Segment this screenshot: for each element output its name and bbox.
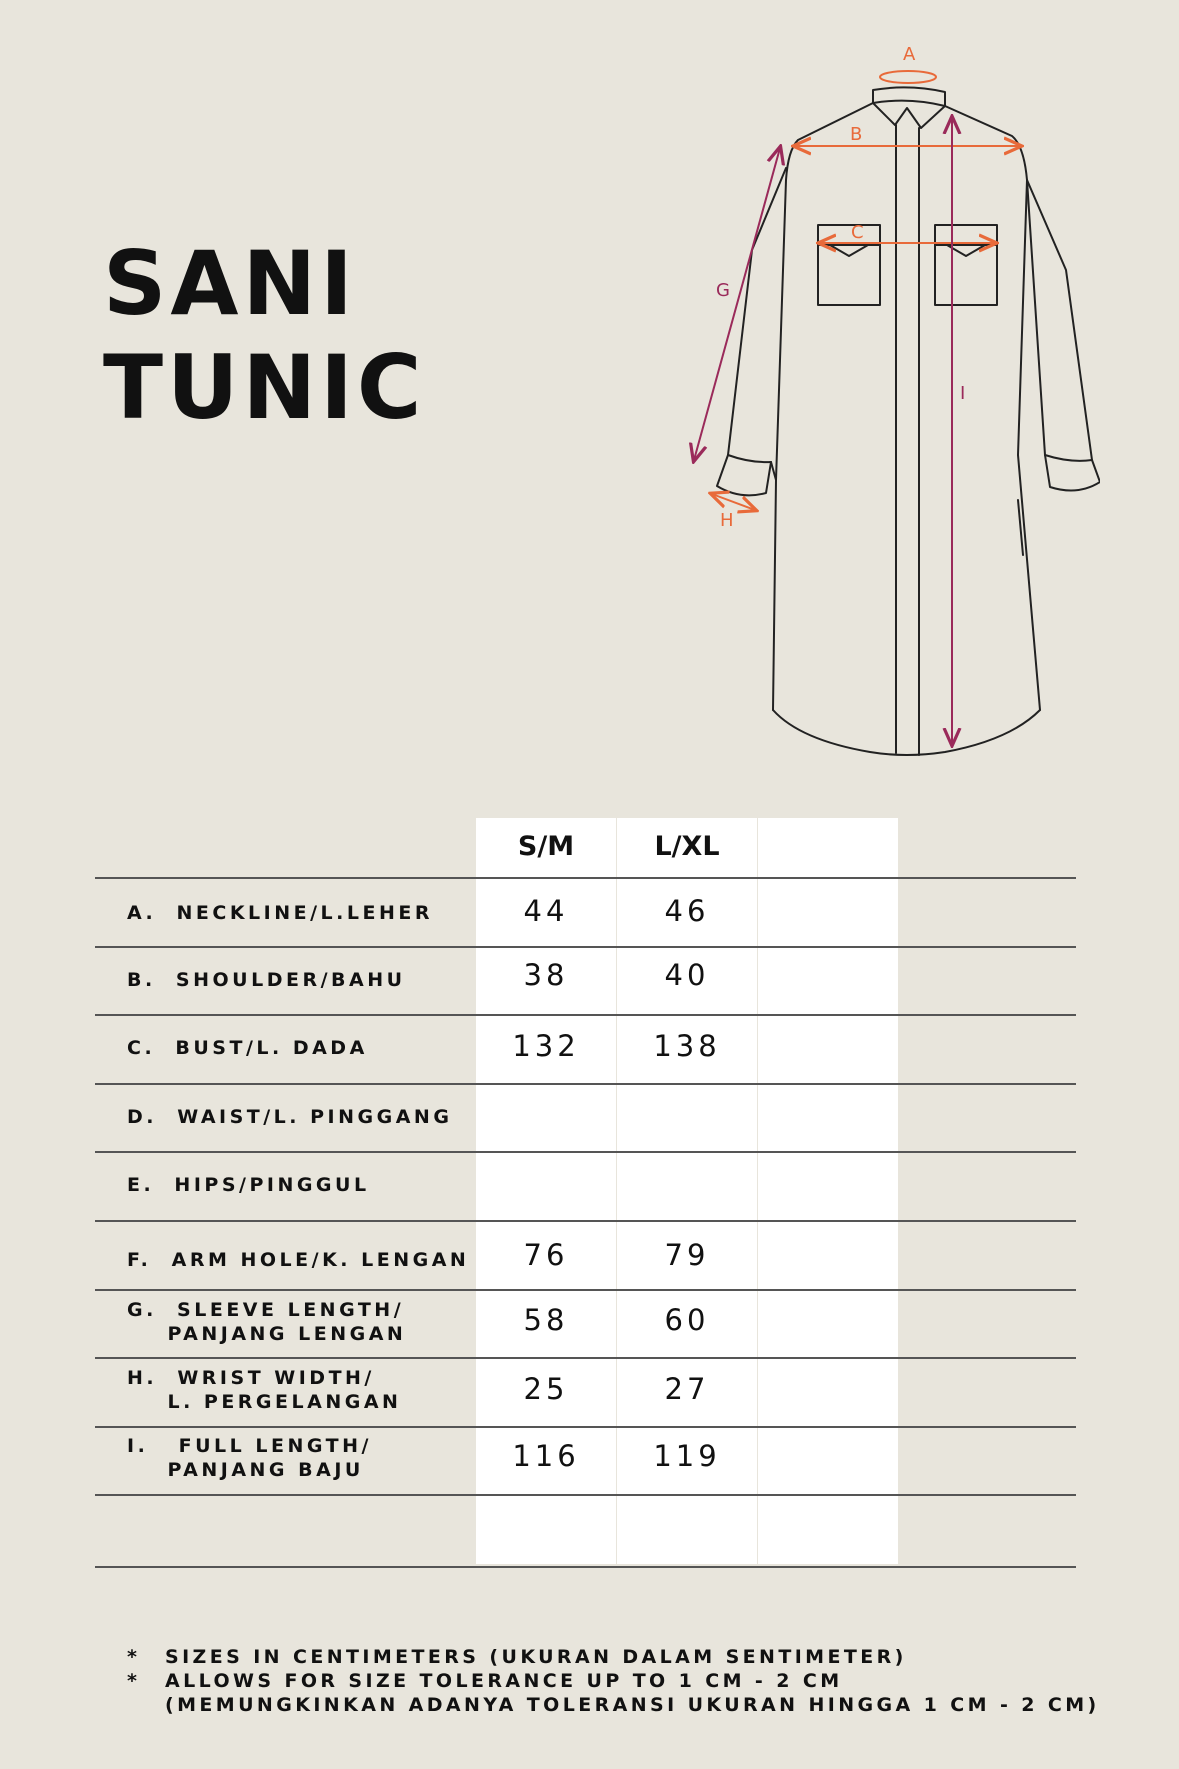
tunic-outline xyxy=(717,87,1100,755)
label-c: C xyxy=(851,222,864,243)
table-rule xyxy=(95,1014,1076,1016)
table-row-label: H. WRIST WIDTH/ L. PERGELANGAN xyxy=(127,1367,402,1413)
page-title xyxy=(103,232,425,440)
label-b: B xyxy=(850,124,863,145)
table-cell-sm: 58 xyxy=(523,1303,569,1337)
table-cell-sm: 25 xyxy=(523,1372,569,1406)
table-rule xyxy=(95,1357,1076,1359)
note-line xyxy=(127,1669,1100,1693)
table-cell-lxl: 138 xyxy=(653,1029,721,1063)
table-row-label: C. BUST/L. DADA xyxy=(127,1037,368,1059)
title-line-1: SANI xyxy=(103,232,357,335)
note-line xyxy=(127,1645,1100,1669)
size-notes xyxy=(127,1645,1100,1717)
table-row-label: D. WAIST/L. PINGGANG xyxy=(127,1106,453,1128)
column-bg-empty xyxy=(758,818,898,1564)
table-rule xyxy=(95,1426,1076,1428)
tunic-measurement-diagram xyxy=(680,30,1100,770)
table-rule xyxy=(95,946,1076,948)
table-cell-lxl: 27 xyxy=(664,1372,710,1406)
table-rule xyxy=(95,1289,1076,1291)
table-cell-lxl: 79 xyxy=(664,1238,710,1272)
label-h: H xyxy=(720,510,734,531)
measurement-lines xyxy=(694,71,1020,744)
label-i: I xyxy=(960,383,966,404)
table-cell-lxl: 46 xyxy=(664,894,710,928)
table-rule xyxy=(95,1083,1076,1085)
table-row-label: B. SHOULDER/BAHU xyxy=(127,969,406,991)
table-cell-lxl: 60 xyxy=(664,1303,710,1337)
title-line-2: TUNIC xyxy=(103,336,426,439)
table-cell-sm: 116 xyxy=(512,1439,580,1473)
table-row-label: E. HIPS/PINGGUL xyxy=(127,1174,370,1196)
table-rule xyxy=(95,1566,1076,1568)
label-a: A xyxy=(903,44,916,65)
table-rule xyxy=(95,1151,1076,1153)
table-rule xyxy=(95,1220,1076,1222)
table-cell-lxl: 40 xyxy=(664,958,710,992)
table-row-label: I. FULL LENGTH/ PANJANG BAJU xyxy=(127,1435,372,1481)
table-row-label: A. NECKLINE/L.LEHER xyxy=(127,902,433,924)
note-text: ALLOWS FOR SIZE TOLERANCE UP TO 1 CM - 2 CM xyxy=(165,1670,843,1692)
table-cell-sm: 132 xyxy=(512,1029,580,1063)
label-g: G xyxy=(716,280,730,301)
table-cell-sm: 76 xyxy=(523,1238,569,1272)
table-cell-sm: 44 xyxy=(523,894,569,928)
note-text: (MEMUNGKINKAN ADANYA TOLERANSI UKURAN HINGGA 1 CM - 2 CM) xyxy=(165,1694,1100,1716)
note-asterisk: * xyxy=(127,1670,141,1692)
table-rule xyxy=(95,1494,1076,1496)
header-lxl: L/XL xyxy=(654,831,720,862)
table-rule xyxy=(95,877,1076,879)
table-cell-lxl: 119 xyxy=(653,1439,721,1473)
table-cell-sm: 38 xyxy=(523,958,569,992)
note-text: SIZES IN CENTIMETERS (UKURAN DALAM SENTIMETER) xyxy=(165,1646,907,1668)
table-row-label: F. ARM HOLE/K. LENGAN xyxy=(127,1249,470,1271)
header-sm: S/M xyxy=(517,831,575,862)
table-row-label: G. SLEEVE LENGTH/ PANJANG LENGAN xyxy=(127,1299,407,1345)
note-asterisk: * xyxy=(127,1646,141,1668)
